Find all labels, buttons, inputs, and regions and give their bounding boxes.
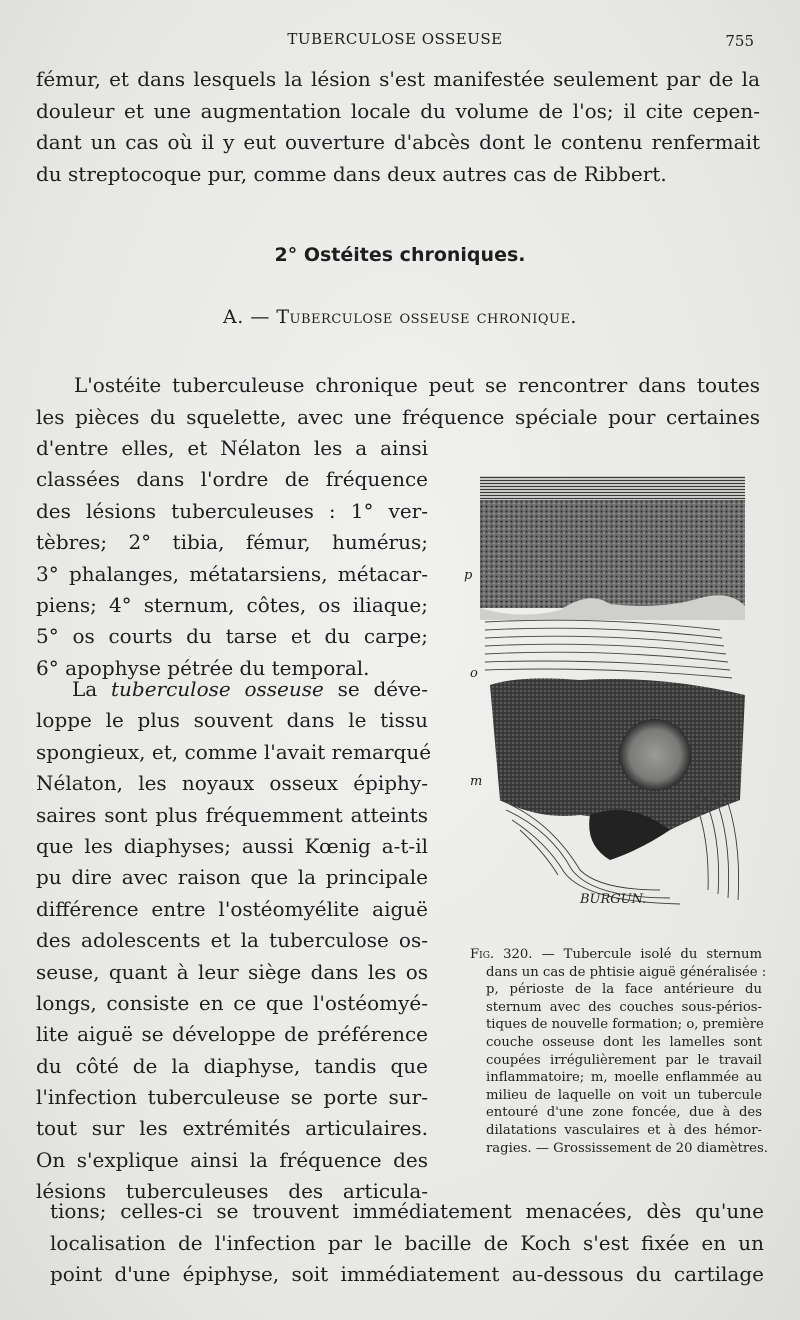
caption-line: dans un cas de phtisie aiguë généralisée :	[486, 964, 767, 980]
running-header	[36, 30, 754, 54]
text-line: lite aiguë se développe de préférence	[36, 1022, 428, 1047]
caption-line: coupées irrégulièrement par le travail	[486, 1052, 762, 1068]
text-line: dant un cas où il y eut ouverture d'abcès dont le contenu renfermait	[36, 130, 760, 154]
text-line: des adolescents et la tuberculose os-	[36, 928, 428, 953]
text-line: pu dire avec raison que la principale	[36, 865, 428, 890]
text-line: tèbres; 2° tibia, fémur, humérus;	[36, 530, 428, 555]
left-column-1	[36, 433, 428, 684]
intro-paragraph	[36, 370, 760, 433]
text-line: les pièces du squelette, avec une fréquence spéciale pour certaines	[36, 404, 760, 429]
figure-caption	[470, 946, 768, 1157]
text-line: du streptocoque pur, comme dans deux autres cas de Ribbert.	[36, 161, 667, 186]
text-line: classées dans l'ordre de fréquence	[36, 467, 428, 492]
text-line: point d'une épiphyse, soit immédiatement au-dessous du cartilage	[50, 1262, 764, 1286]
top-paragraph	[36, 64, 760, 190]
text-line: différence entre l'ostéomyélite aiguë	[36, 896, 428, 921]
running-title: TUBERCULOSE OSSEUSE	[287, 30, 503, 48]
engraving-illustration	[460, 470, 760, 915]
caption-line: entouré d'une zone foncée, due à des	[486, 1105, 762, 1121]
text-line: 6° apophyse pétrée du temporal.	[36, 655, 370, 680]
text-line: d'entre elles, et Nélaton les a ainsi	[36, 436, 428, 460]
caption-line: milieu de laquelle on voit un tubercule	[486, 1087, 762, 1103]
caption-line	[470, 946, 762, 964]
figure-label-o: o	[470, 666, 478, 681]
text-line: douleur et une augmentation locale du volume de l'os; il cite cepen-	[36, 98, 760, 123]
caption-text: — Tubercule isolé du sternum	[532, 947, 762, 962]
text-line: tions; celles-ci se trouvent immédiatement menacées, dès qu'une	[50, 1199, 764, 1223]
caption-line: inflammatoire; m, moelle enflammée au	[486, 1070, 762, 1086]
left-column-2	[36, 674, 432, 1208]
text-line: que les diaphyses; aussi Kœnig a-t-il	[36, 833, 428, 858]
figure-label-m: m	[470, 774, 483, 789]
text-line: longs, consiste en ce que l'ostéomyé-	[36, 990, 428, 1015]
italic-term: tuberculose osseuse	[110, 677, 324, 701]
text-line: loppe le plus souvent dans le tissu	[36, 708, 428, 733]
text-fragment: se déve-	[323, 677, 429, 701]
caption-line: ragies. — Grossissement de 20 diamètres.	[486, 1140, 768, 1156]
text-line: spongieux, et, comme l'avait remarqué	[36, 739, 432, 764]
caption-line: dilatations vasculaires et à des hémor-	[486, 1122, 762, 1138]
text-line	[36, 674, 428, 705]
text-line: 5° os courts du tarse et du carpe;	[36, 624, 428, 649]
text-line: lésions tuberculeuses des articula-	[36, 1179, 428, 1204]
text-line: On s'explique ainsi la fréquence des	[36, 1147, 428, 1172]
figure-engraving	[460, 470, 760, 915]
text-line: localisation de l'infection par le bacille de Koch s'est fixée en un	[50, 1230, 764, 1255]
text-line: des lésions tuberculeuses : 1° ver-	[36, 498, 428, 523]
engraver-signature: BURGUN.	[580, 892, 647, 907]
text-line: saires sont plus fréquemment atteints	[36, 802, 428, 827]
text-line: seuse, quant à leur siège dans les os	[36, 959, 428, 984]
section-heading: 2° Ostéites chroniques.	[274, 244, 526, 266]
page-number: 755	[725, 32, 754, 50]
text-line: tout sur les extrémités articulaires.	[36, 1116, 428, 1141]
caption-line: sternum avec des couches sous-périos-	[486, 999, 762, 1015]
text-line: L'ostéite tuberculeuse chronique peut se rencontrer dans toutes	[74, 373, 760, 397]
caption-line: p, périoste de la face antérieure du	[486, 982, 762, 998]
text-fragment: La	[72, 677, 111, 701]
caption-line: tiques de nouvelle formation; o, première	[486, 1017, 764, 1033]
text-line: Nélaton, les noyaux osseux épiphy-	[36, 771, 428, 796]
subsection-heading	[0, 306, 800, 328]
text-line: du côté de la diaphyse, tandis que	[36, 1053, 428, 1078]
text-line: 3° phalanges, métatarsiens, métacar-	[36, 561, 428, 586]
figure-number: Fig. 320.	[470, 947, 533, 962]
subsection-prefix: A. —	[223, 306, 277, 328]
text-line: piens; 4° sternum, côtes, os iliaque;	[36, 592, 428, 617]
figure-label-p: p	[464, 568, 473, 583]
text-line: l'infection tuberculeuse se porte sur-	[36, 1085, 428, 1110]
text-line: fémur, et dans lesquels la lésion s'est manifestée seulement par de la	[36, 67, 760, 91]
bottom-paragraph	[50, 1196, 764, 1291]
caption-line: couche osseuse dont les lamelles sont	[486, 1034, 762, 1050]
subsection-title: Tuberculose osseuse chronique.	[276, 306, 577, 328]
